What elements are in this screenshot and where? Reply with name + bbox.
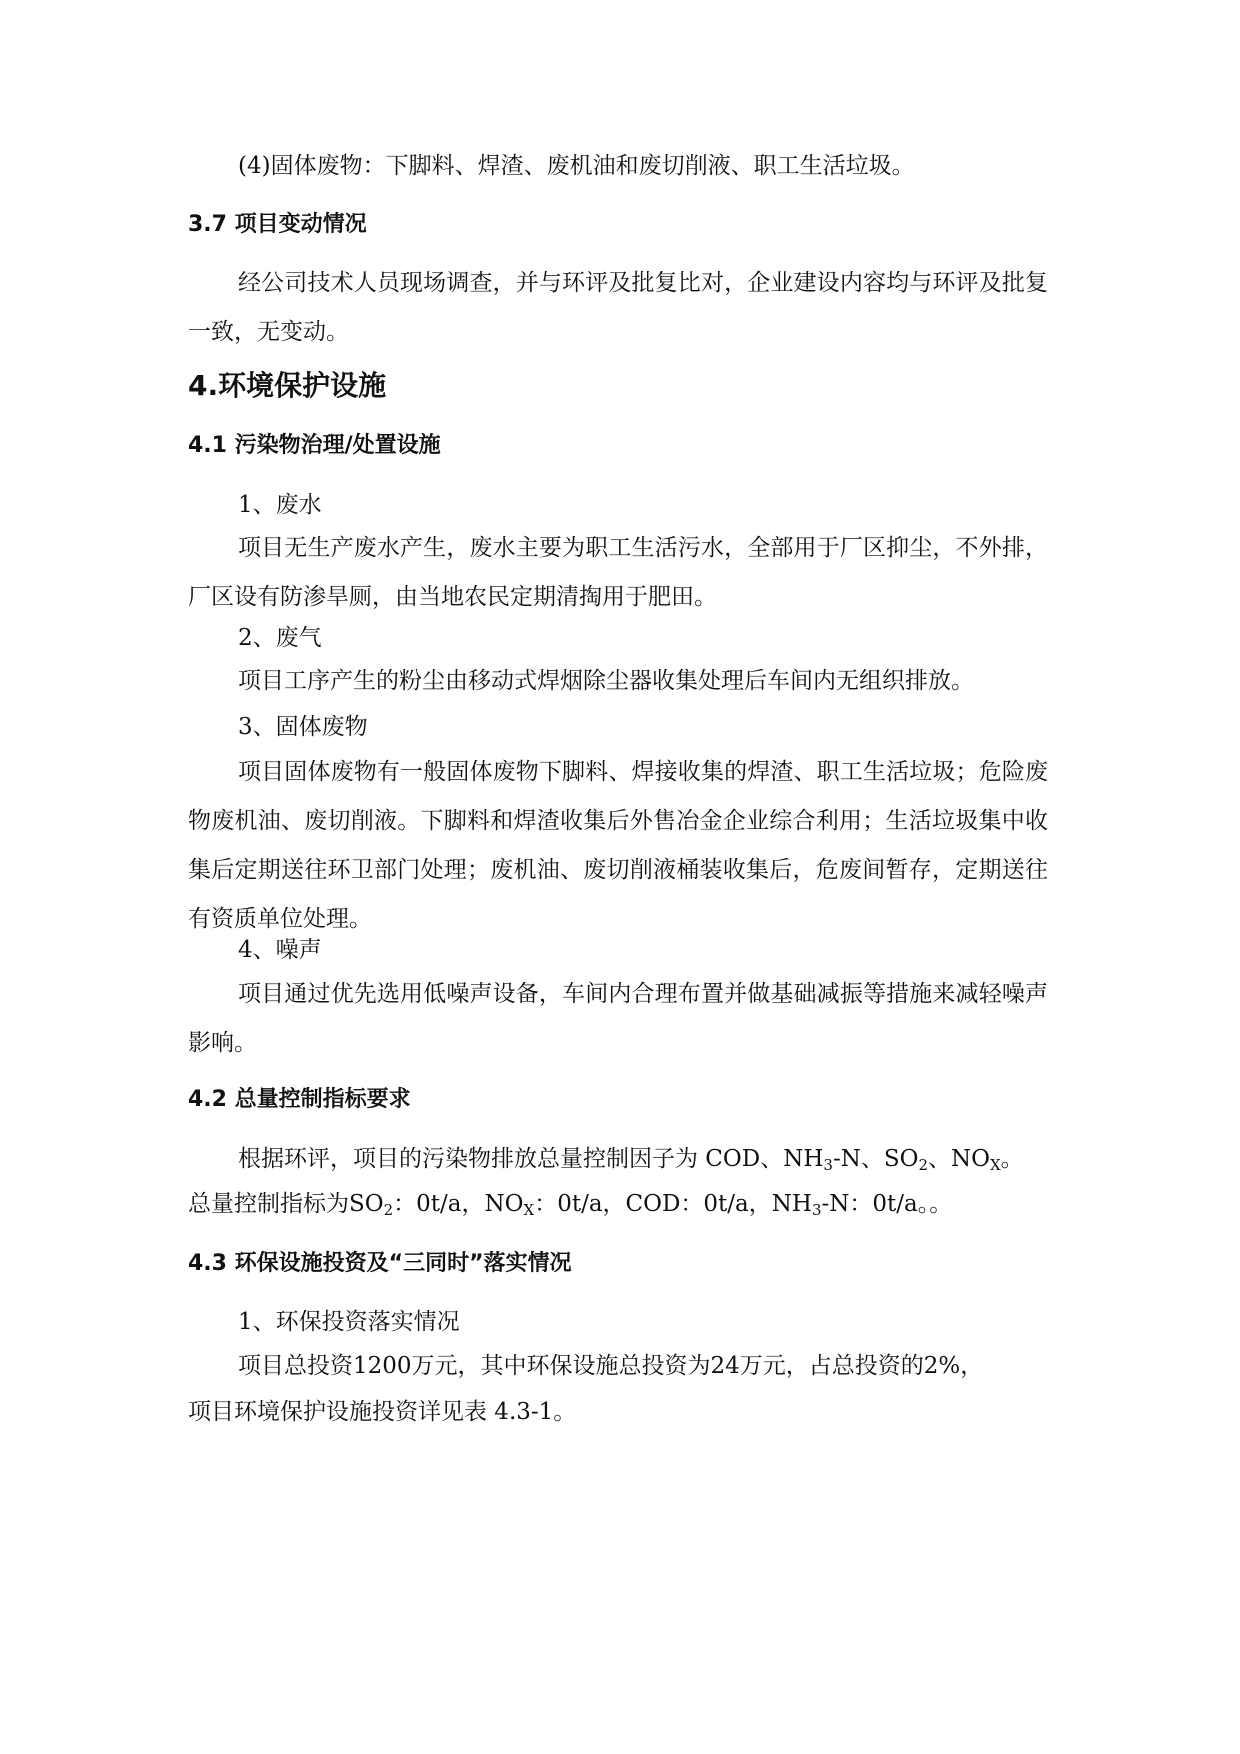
wastewater-label: 1、废水 bbox=[238, 492, 322, 518]
wastewater-body: 项目无生产废水产生，废水主要为职工生活污水，全部用于厂区抑尘，不外排，厂区设有防渗旱厕，由当地农民定期清掏用于肥田。 bbox=[188, 535, 1048, 610]
exhaust-gas-label: 2、废气 bbox=[238, 625, 322, 651]
section-heading-4-2: 4.2 总量控制指标要求 bbox=[188, 1087, 411, 1112]
solid-waste-label: 3、固体废物 bbox=[238, 714, 368, 740]
solid-waste-summary-item: (4)固体废物：下脚料、焊渣、废机油和废切削液、职工生活垃圾。 bbox=[238, 153, 915, 179]
section-heading-4-1: 4.1 污染物治理/处置设施 bbox=[188, 433, 441, 458]
solid-waste-body: 项目固体废物有一般固体废物下脚料、焊接收集的焊渣、职工生活垃圾；危险废物废机油、废切削液。下脚料和焊渣收集后外售冶金企业综合利用；生活垃圾集中收集后定期送往环卫部门处理；废机油、废切削液桶装收集后，危废间暂存，定期送往有资质单位处理。 bbox=[188, 759, 1048, 932]
total-control-indicators-line: 总量控制指标为$SO_2$：0t/a，$NO_X$：0t/a，COD：0t/a，$NH_3-N$：0t/a。。 bbox=[188, 1191, 953, 1219]
investment-body-line-2: 项目环境保护设施投资详见表 4.3-1。 bbox=[188, 1399, 577, 1425]
investment-label: 1、环保投资落实情况 bbox=[238, 1309, 460, 1335]
total-control-factors-line: 根据环评，项目的污染物排放总量控制因子为 COD、$NH_3-N$、$SO_2$、$NO_X$。 bbox=[238, 1146, 1024, 1174]
section-heading-3-7: 3.7 项目变动情况 bbox=[188, 212, 367, 237]
noise-body: 项目通过优先选用低噪声设备，车间内合理布置并做基础减振等措施来减轻噪声影响。 bbox=[188, 981, 1048, 1056]
investment-body-line-1: 项目总投资1200万元，其中环保设施总投资为24万元，占总投资的2%， bbox=[238, 1353, 984, 1379]
noise-label: 4、噪声 bbox=[238, 937, 322, 963]
chapter-heading-4: 4.环境保护设施 bbox=[188, 369, 387, 402]
exhaust-gas-body: 项目工序产生的粉尘由移动式焊烟除尘器收集处理后车间内无组织排放。 bbox=[238, 668, 974, 694]
section-3-7-body: 经公司技术人员现场调查，并与环评及批复比对，企业建设内容均与环评及批复一致，无变动。 bbox=[188, 270, 1048, 345]
section-heading-4-3: 4.3 环保设施投资及“三同时”落实情况 bbox=[188, 1251, 572, 1276]
